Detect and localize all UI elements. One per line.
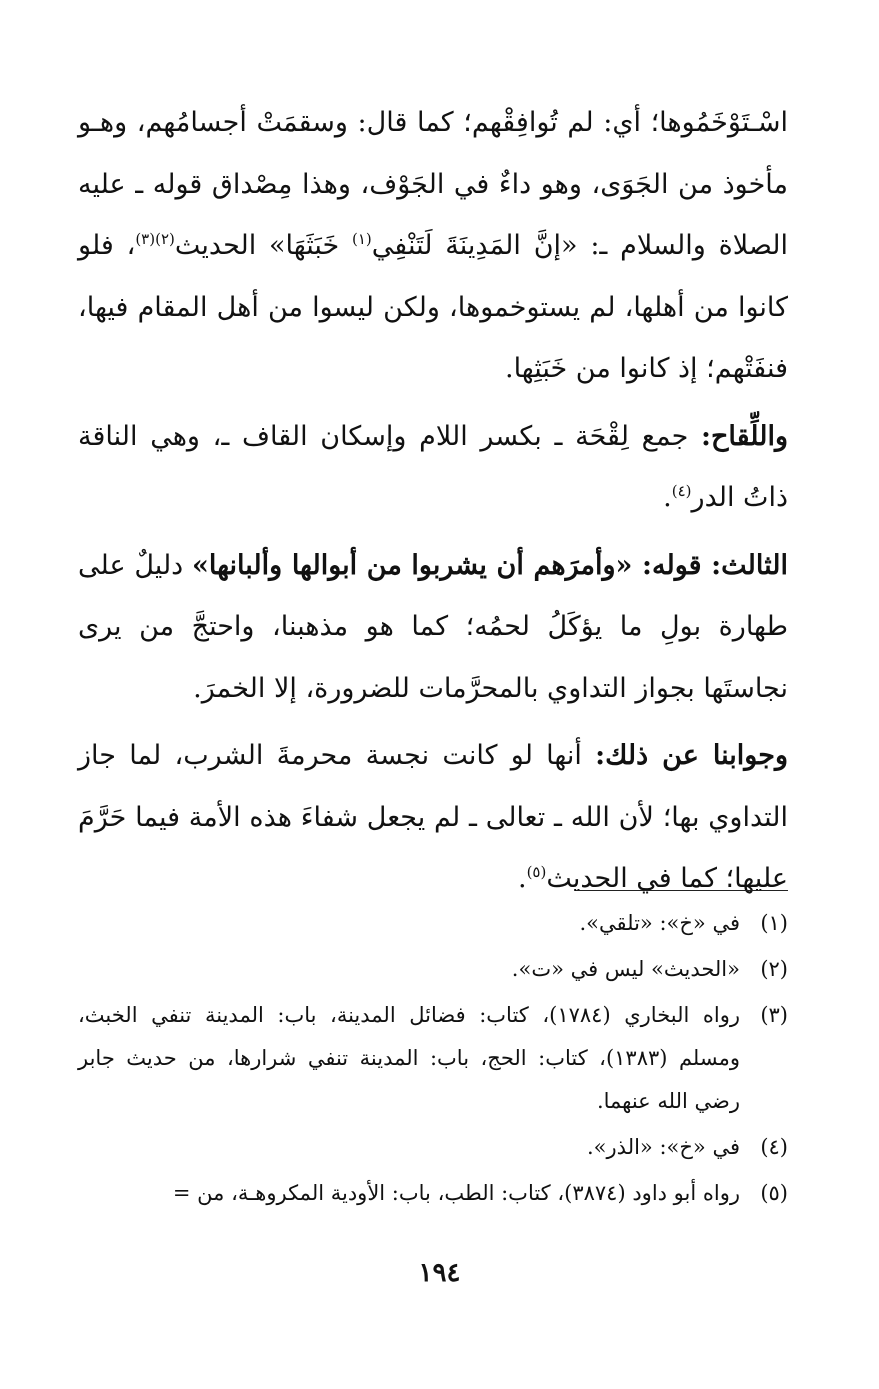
footnote-ref-4: (٤) <box>671 482 692 500</box>
paragraph-3 <box>78 535 788 720</box>
footnote-4 <box>78 1126 788 1169</box>
footnote-ref-2-3: (٢)(٣) <box>135 230 175 248</box>
paragraph-1 <box>78 92 788 400</box>
footnote-ref-5: (٥) <box>526 863 547 881</box>
footnote-text: في «خ»: «الذر». <box>587 1135 740 1159</box>
footnote-text: رواه أبو داود (٣٨٧٤)، كتاب: الطب، باب: الأودية المكروهـة، من = <box>172 1181 740 1205</box>
footnote-2 <box>78 948 788 991</box>
footnote-number: (٢) <box>760 957 788 981</box>
paragraph-2-term: واللِّقاح: <box>701 420 788 452</box>
footnote-3 <box>78 994 788 1123</box>
paragraph-1-text-a: اسْـتَوْخَمُوها؛ أي: لم تُوافِقْهم؛ كما قال: وسقمَتْ أجسامُهم، وهـو مأخوذ من الجَوَى، وهو داءٌ في الجَوْف، وهذا مِصْداق قوله ـ عليه الصلاة والسلام ـ: «إنَّ المَدِينَةَ لَتَنْفِي <box>78 107 789 261</box>
paragraph-4-term: وجوابنا عن ذلك: <box>595 740 788 771</box>
paragraph-2 <box>78 406 788 529</box>
footnote-5 <box>78 1172 788 1215</box>
footnote-number: (٥) <box>760 1181 788 1205</box>
paragraph-1-text-c: ، فلو كانوا من أهلها، لم يستوخموها، ولكن ليسوا من أهل المقام فيها، فنفَتْهم؛ إذ كانوا من خَبَثِها. <box>78 230 788 384</box>
paragraph-2-text-b: . <box>663 482 672 513</box>
footnote-ref-1: (١) <box>352 230 372 248</box>
footnotes <box>78 902 788 1218</box>
paragraph-3-text: دليلٌ على طهارة بولِ ما يؤكَلُ لحمُه؛ كما هو مذهبنا، واحتجَّ من يرى نجاستَها بجواز التداوي بالمحرَّمات للضرورة، إلا الخمرَ. <box>78 549 788 704</box>
paragraph-4-text-a: أنها لو كانت نجسة محرمةَ الشرب، لما جاز التداوي بها؛ لأن الله ـ تعالى ـ لم يجعل شفاءَ هذه الأمة فيما حَرَّمَ عليها؛ كما في الحديث <box>78 740 788 894</box>
footnote-divider <box>576 890 788 891</box>
footnote-1 <box>78 902 788 945</box>
footnote-number: (٣) <box>760 1003 788 1027</box>
paragraph-3-term: الثالث: قوله: «وأمرَهم أن يشربوا من أبوالها وألبانها» <box>192 549 788 581</box>
main-text <box>78 92 788 916</box>
page-number: ١٩٤ <box>418 1258 461 1288</box>
footnote-text: رواه البخاري (١٧٨٤)، كتاب: فضائل المدينة، باب: المدينة تنفي الخبث، ومسلم (١٣٨٣)، كتاب: الحج، باب: المدينة تنفي شرارها، من حديث جابر رضي الله عنهما. <box>78 1003 741 1113</box>
footnote-number: (١) <box>760 911 788 935</box>
footnote-text: «الحديث» ليس في «ت». <box>511 957 740 981</box>
footnote-text: في «خ»: «تلقي». <box>579 911 740 935</box>
paragraph-1-text-b: خَبَثَهَا» الحديث <box>174 230 352 261</box>
paragraph-4-text-b: . <box>517 863 527 894</box>
paragraph-2-text-a: جمع لِقْحَة ـ بكسر اللام وإسكان القاف ـ، وهي الناقة ذاتُ الدر <box>78 420 788 513</box>
paragraph-4 <box>78 725 788 910</box>
footnote-number: (٤) <box>760 1135 788 1159</box>
